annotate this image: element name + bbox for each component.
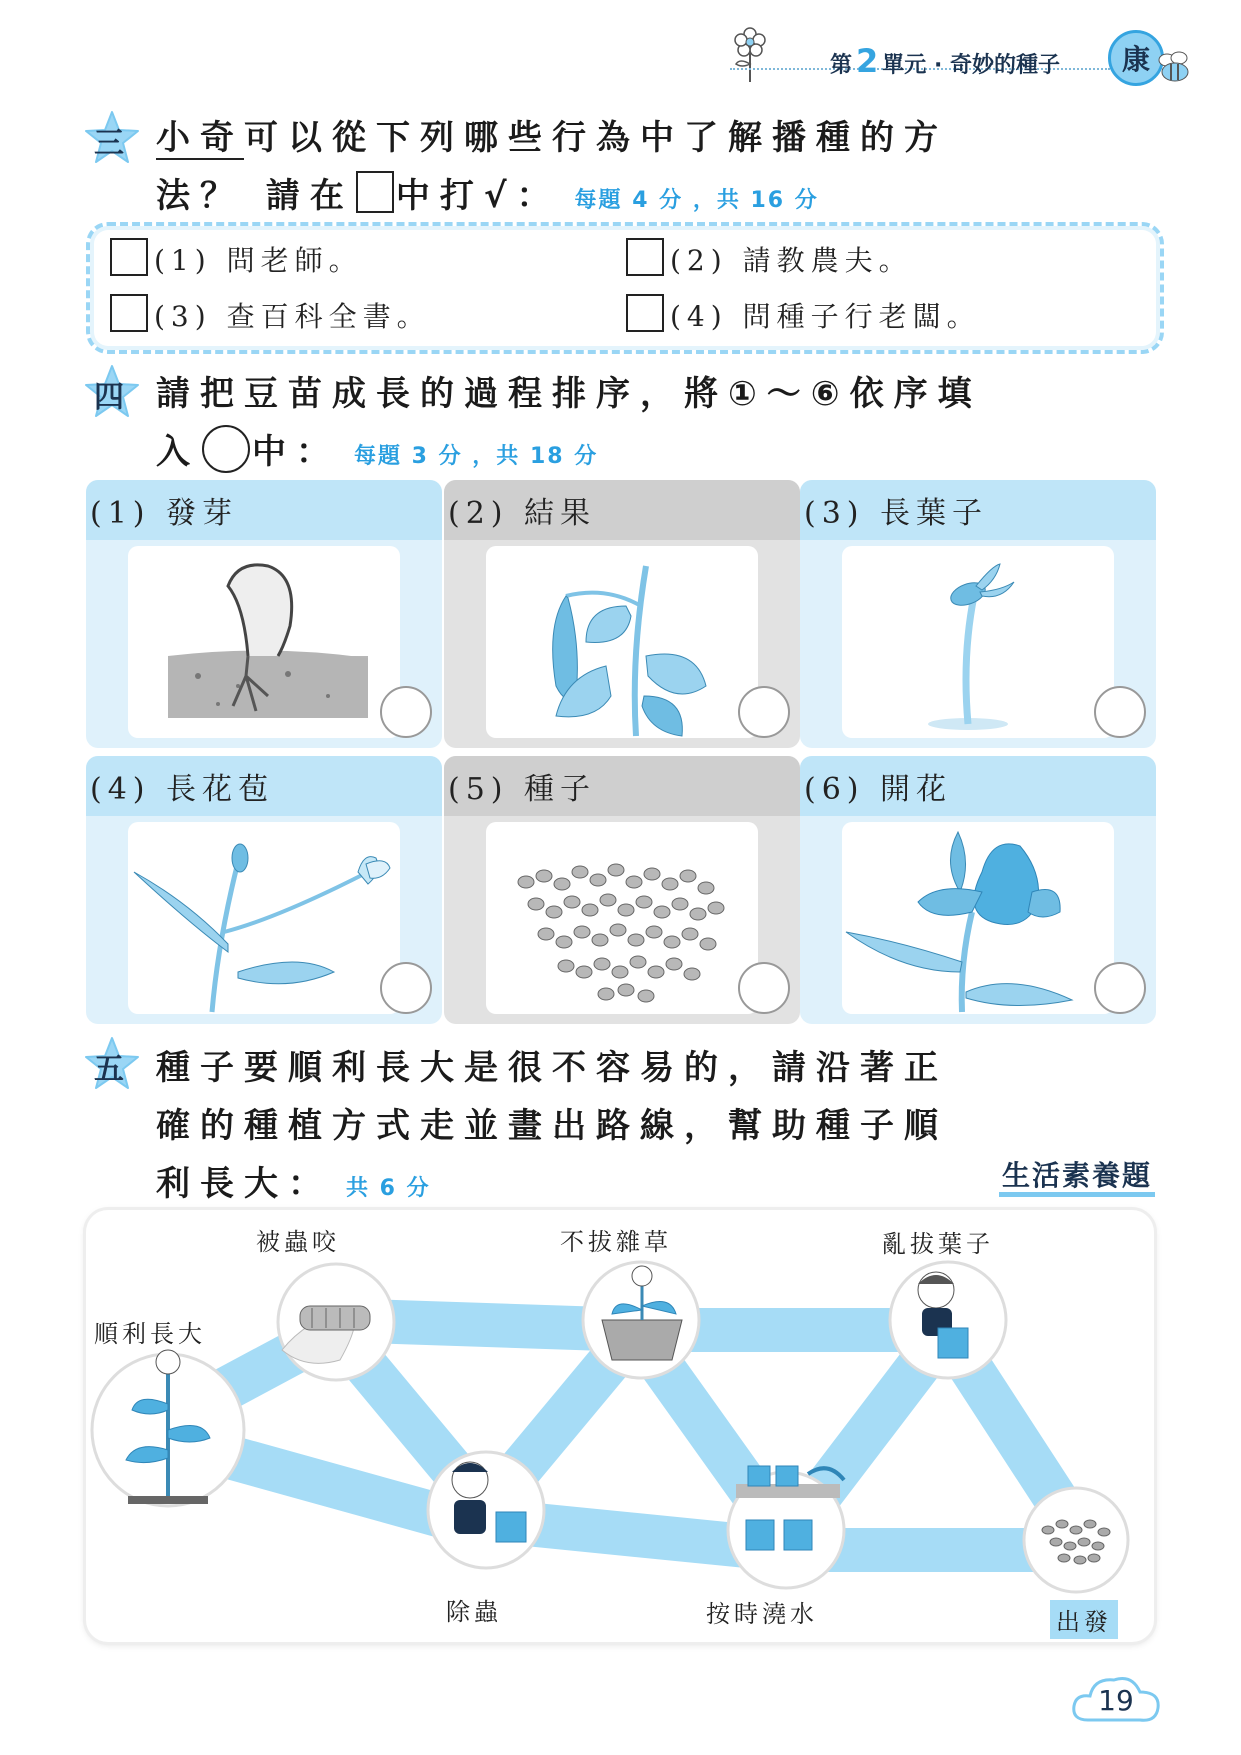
stage-label-3: (3) 長葉子 <box>804 496 989 531</box>
maze-paths <box>86 1210 1154 1642</box>
literacy-tag: 生活素養題 <box>999 1154 1155 1194</box>
section-5-question-line2: 確的種植方式走並畫出路線，幫助種子順 <box>156 1106 948 1146</box>
stage-answer-circle-5[interactable] <box>738 962 790 1014</box>
stage-label-1: (1) 發芽 <box>90 496 239 531</box>
stage-image-leaves <box>842 546 1114 738</box>
page-header <box>730 30 1180 90</box>
node-label-pull-leaves: 亂拔葉子 <box>882 1230 994 1258</box>
section-4-question-line2: 入 中： 每題 3 分 ，共 18 分 <box>156 424 598 473</box>
section-3-badge: 三 <box>84 110 140 166</box>
stage-image-bloom <box>842 822 1114 1014</box>
stage-panel-4 <box>86 756 442 1024</box>
flower-bud-illustration <box>128 822 400 1014</box>
stage-panel-1 <box>86 480 442 748</box>
node-label-start: 出發 <box>1050 1600 1118 1639</box>
option-4-checkbox[interactable] <box>626 294 664 332</box>
stage-panel-6 <box>800 756 1156 1024</box>
stage-label-4: (4) 長花苞 <box>90 772 275 807</box>
section-4-score: 每題 3 分 ，共 18 分 <box>354 444 599 469</box>
section-3-question-line1: 小奇可以從下列哪些行為中了解播種的方 <box>156 118 948 158</box>
stage-panel-2 <box>444 480 800 748</box>
node-label-remove-bugs: 除蟲 <box>446 1598 502 1626</box>
stage-image-seeds <box>486 822 758 1014</box>
stage-image-fruit <box>486 546 758 738</box>
option-4: (4) 問種子行老闆。 <box>626 294 981 335</box>
stage-panel-3 <box>800 480 1156 748</box>
stage-answer-circle-1[interactable] <box>380 686 432 738</box>
page-number: 19 <box>1070 1670 1162 1730</box>
node-label-no-weeding: 不拔雜草 <box>560 1228 672 1256</box>
checkbox-sample <box>356 171 394 213</box>
option-3: (3) 查百科全書。 <box>110 294 431 335</box>
bean-pod-illustration <box>486 546 758 738</box>
section-5-badge: 五 <box>84 1036 140 1092</box>
stage-label-2: (2) 結果 <box>448 496 597 531</box>
stage-answer-circle-4[interactable] <box>380 962 432 1014</box>
option-3-checkbox[interactable] <box>110 294 148 332</box>
stage-answer-circle-3[interactable] <box>1094 686 1146 738</box>
subject-badge: 康 <box>1108 30 1164 86</box>
stage-image-sprout <box>128 546 400 738</box>
path-maze <box>86 1210 1154 1642</box>
blooming-flower-illustration <box>842 822 1114 1014</box>
stage-answer-circle-6[interactable] <box>1094 962 1146 1014</box>
seedling-illustration <box>842 546 1114 738</box>
section-3-question-line2: 法？ 請在 中打√： 每題 4 分 ，共 16 分 <box>156 168 819 217</box>
unit-title: 第 2 單元 · 奇妙的種子 <box>830 42 1060 80</box>
seeds-illustration <box>486 822 758 1014</box>
option-1: (1) 問老師。 <box>110 238 363 279</box>
stage-answer-circle-2[interactable] <box>738 686 790 738</box>
section-3-score: 每題 4 分 ，共 16 分 <box>574 188 819 213</box>
answer-circle-sample <box>202 425 250 473</box>
option-2: (2) 請教農夫。 <box>626 238 913 279</box>
node-label-bitten: 被蟲咬 <box>256 1228 340 1256</box>
stage-label-6: (6) 開花 <box>804 772 953 807</box>
section-5-question-line3: 利長大： 共 6 分 <box>156 1164 431 1204</box>
node-label-watering: 按時澆水 <box>706 1600 818 1628</box>
stage-label-5: (5) 種子 <box>448 772 597 807</box>
sprout-illustration <box>128 546 400 738</box>
flower-icon <box>730 24 770 84</box>
stage-image-bud <box>128 822 400 1014</box>
section-4-badge: 四 <box>84 364 140 420</box>
option-1-checkbox[interactable] <box>110 238 148 276</box>
section-5-question-line1: 種子要順利長大是很不容易的，請沿著正 <box>156 1048 948 1088</box>
section-5-score: 共 6 分 <box>346 1176 431 1201</box>
stage-panel-5 <box>444 756 800 1024</box>
bee-icon <box>1155 50 1195 86</box>
option-2-checkbox[interactable] <box>626 238 664 276</box>
node-label-grow-up: 順利長大 <box>94 1320 206 1348</box>
section-4-question-line1: 請把豆苗成長的過程排序，將①～⑥依序填 <box>156 374 982 414</box>
